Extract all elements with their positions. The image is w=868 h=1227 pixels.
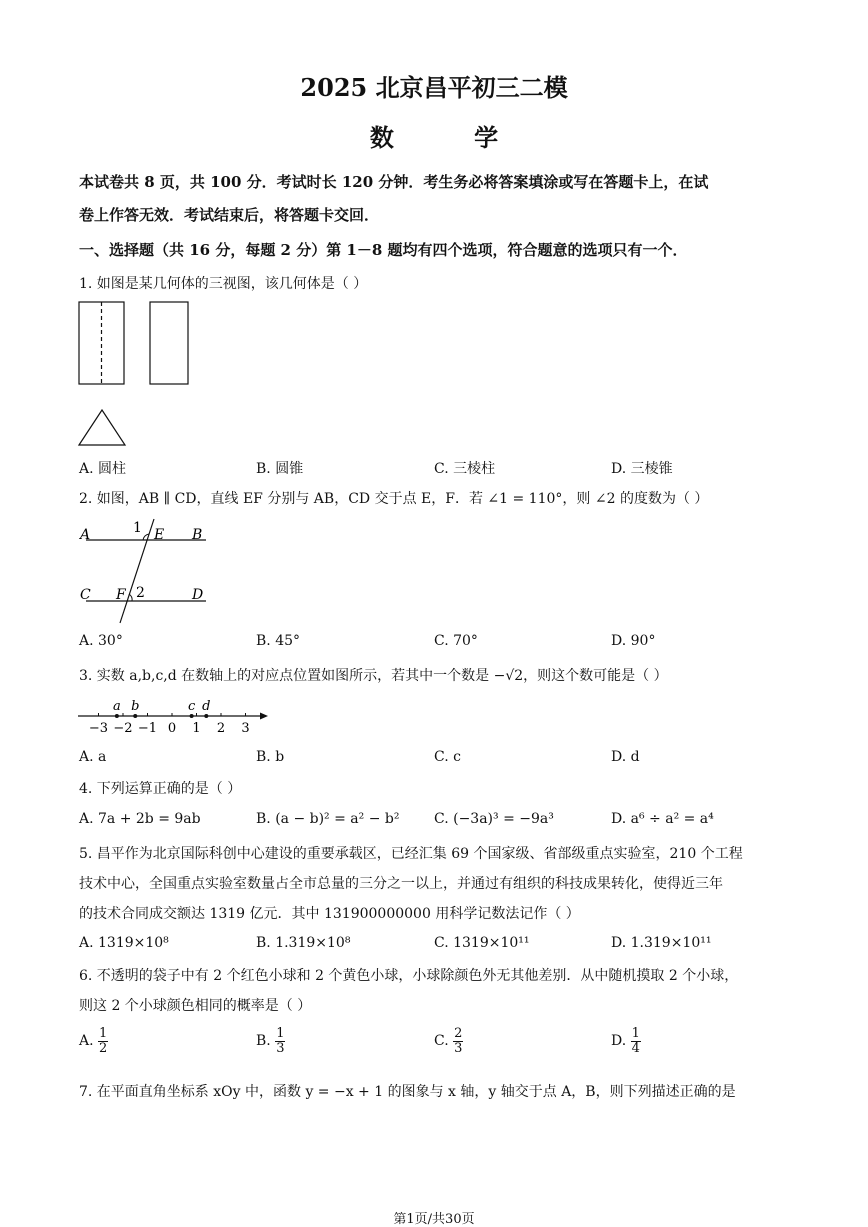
q2-option-b: B. 45° bbox=[256, 633, 301, 649]
top-view-triangle bbox=[79, 410, 125, 445]
axis-tick-label: 3 bbox=[241, 721, 250, 736]
question-6-stem-line-2: 则这 2 个小球颜色相同的概率是（ ） bbox=[79, 998, 312, 1014]
q1-option-b: B. 圆锥 bbox=[256, 461, 304, 477]
q3-option-c: C. c bbox=[434, 749, 461, 765]
q3-option-a: A. a bbox=[79, 749, 107, 765]
q6-d-denominator: 4 bbox=[631, 1040, 640, 1056]
axis-arrow bbox=[260, 713, 268, 720]
q2-option-c: C. 70° bbox=[434, 633, 478, 649]
question-6-stem-line-1: 6. 不透明的袋子中有 2 个红色小球和 2 个黄色小球，小球除颜色外无其他差别．从中随机摸取 2 个小球， bbox=[79, 968, 739, 984]
q3-option-b: B. b bbox=[256, 749, 285, 765]
question-2-stem: 2. 如图，AB ∥ CD，直线 EF 分别与 AB，CD 交于点 E，F．若 ∠1 = 110°，则 ∠2 的度数为（ ） bbox=[79, 491, 709, 507]
q6-a-denominator: 2 bbox=[99, 1040, 108, 1056]
q6-option-c-label: C. bbox=[434, 1033, 449, 1050]
instructions-line-1: 本试卷共 8 页，共 100 分．考试时长 120 分钟．考生务必将答案填涂或写在答题卡上，在试 bbox=[79, 173, 709, 191]
axis-point-b bbox=[133, 714, 137, 718]
question-4-stem: 4. 下列运算正确的是（ ） bbox=[79, 781, 242, 797]
label-a: A bbox=[80, 527, 91, 543]
q6-d-numerator: 1 bbox=[631, 1026, 640, 1041]
page-title: 2025 北京昌平初三二模 bbox=[300, 73, 568, 102]
q6-option-c-fraction bbox=[453, 1027, 463, 1055]
q5-option-a: A. 1319×10⁸ bbox=[79, 935, 169, 951]
question-7-stem: 7. 在平面直角坐标系 xOy 中，函数 y = −x + 1 的图象与 x 轴，y 轴交于点 A，B，则下列描述正确的是 bbox=[79, 1084, 736, 1100]
q4-option-b: B. (a − b)² = a² − b² bbox=[256, 811, 400, 827]
axis-point-a bbox=[115, 714, 119, 718]
axis-tick-label: 2 bbox=[216, 721, 226, 736]
question-5-stem-line-2: 技术中心，全国重点实验室数量占全市总量的三分之一以上，并通过有组织的科技成果转化，使得近三年 bbox=[79, 876, 723, 892]
q3-option-d: D. d bbox=[611, 749, 640, 765]
q6-option-b-label: B. bbox=[256, 1033, 271, 1050]
q4-option-d: D. a⁶ ÷ a² = a⁴ bbox=[611, 811, 714, 827]
instructions-line-2: 卷上作答无效．考试结束后，将答题卡交回． bbox=[79, 206, 380, 224]
label-d: D bbox=[192, 587, 204, 603]
axis-point-label-a: a bbox=[112, 699, 121, 714]
axis-tick-label: 1 bbox=[192, 721, 201, 736]
axis-point-d bbox=[204, 714, 208, 718]
q6-option-a-fraction bbox=[98, 1027, 108, 1055]
q1-option-c: C. 三棱柱 bbox=[434, 461, 496, 477]
label-c: C bbox=[80, 587, 91, 603]
page-number: 第1页/共30页 bbox=[393, 1212, 475, 1227]
q2-option-d: D. 90° bbox=[611, 633, 656, 649]
q6-b-denominator: 3 bbox=[276, 1040, 285, 1056]
axis-point-label-b: b bbox=[131, 699, 140, 714]
question-5-stem-line-3: 的技术合同成交额达 1319 亿元．其中 131900000000 用科学记数法记作（ ） bbox=[79, 906, 580, 922]
q4-option-a: A. 7a + 2b = 9ab bbox=[79, 811, 201, 827]
q6-option-a-label: A. bbox=[79, 1033, 94, 1050]
q6-option-d-fraction bbox=[631, 1027, 641, 1055]
question-1-stem: 1. 如图是某几何体的三视图，该几何体是（ ） bbox=[79, 276, 368, 292]
axis-point-c bbox=[190, 714, 194, 718]
q5-option-b: B. 1.319×10⁸ bbox=[256, 935, 351, 951]
q6-option-c bbox=[434, 1027, 463, 1055]
question-3-stem: 3. 实数 a,b,c,d 在数轴上的对应点位置如图所示，若其中一个数是 −√2，则这个数可能是（ ） bbox=[79, 668, 668, 684]
three-view-figure bbox=[76, 298, 196, 450]
q6-option-a bbox=[79, 1027, 108, 1055]
q6-c-denominator: 3 bbox=[454, 1040, 463, 1056]
front-view-rect bbox=[79, 302, 124, 384]
label-e: E bbox=[154, 527, 165, 543]
axis-tick-label: −2 bbox=[113, 721, 133, 736]
axis-tick-label: 0 bbox=[167, 721, 177, 736]
q6-option-b bbox=[256, 1027, 285, 1055]
q6-b-numerator: 1 bbox=[276, 1026, 285, 1041]
q6-a-numerator: 1 bbox=[99, 1026, 108, 1041]
q6-option-d bbox=[611, 1027, 641, 1055]
q6-c-numerator: 2 bbox=[454, 1026, 463, 1041]
axis-tick-label: −3 bbox=[88, 721, 109, 736]
label-b: B bbox=[192, 527, 203, 543]
parallel-lines-figure bbox=[76, 515, 216, 627]
q6-option-b-fraction bbox=[275, 1027, 285, 1055]
label-angle-2: 2 bbox=[136, 585, 145, 601]
section-heading: 一、选择题（共 16 分，每题 2 分）第 1－8 题均有四个选项，符合题意的选项只有一个． bbox=[79, 241, 688, 259]
axis-point-label-d: d bbox=[202, 699, 211, 714]
question-5-stem-line-1: 5. 昌平作为北京国际科创中心建设的重要承载区，已经汇集 69 个国家级、省部级重点实验室，210 个工程 bbox=[79, 846, 743, 862]
axis-point-label-c: c bbox=[187, 699, 196, 714]
q1-option-d: D. 三棱锥 bbox=[611, 461, 673, 477]
subject-title: 数 学 bbox=[369, 123, 535, 152]
q6-option-d-label: D. bbox=[611, 1033, 627, 1050]
number-line-figure bbox=[76, 693, 276, 741]
axis-points bbox=[113, 699, 210, 718]
q4-option-c: C. (−3a)³ = −9a³ bbox=[434, 811, 554, 827]
side-view-rect bbox=[150, 302, 188, 384]
q5-option-d: D. 1.319×10¹¹ bbox=[611, 935, 712, 951]
axis-tick-label: −1 bbox=[137, 721, 158, 736]
q5-option-c: C. 1319×10¹¹ bbox=[434, 935, 530, 951]
q2-option-a: A. 30° bbox=[79, 633, 123, 649]
label-f: F bbox=[116, 587, 126, 603]
label-angle-1: 1 bbox=[133, 520, 142, 536]
q1-option-a: A. 圆柱 bbox=[79, 461, 127, 477]
